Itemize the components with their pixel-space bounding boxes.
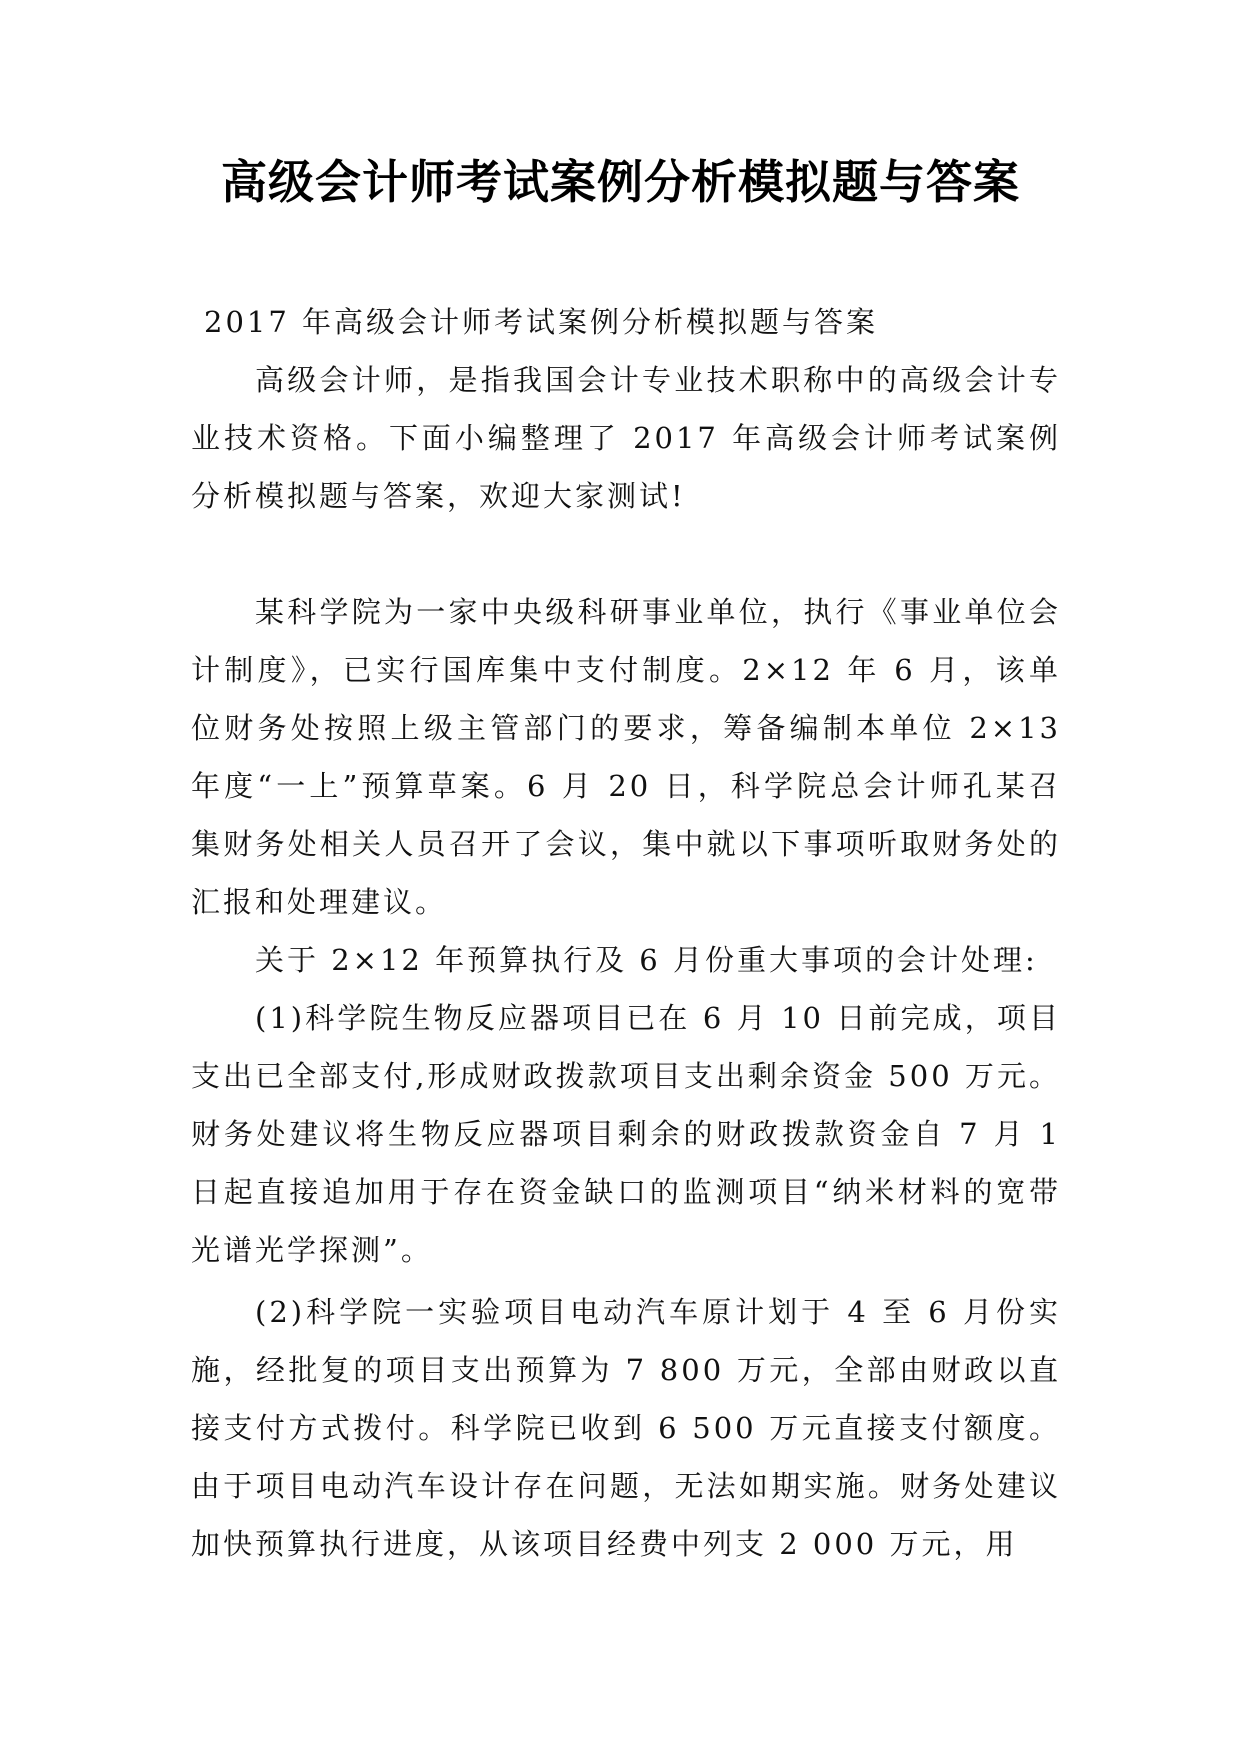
paragraph-case-background: 某科学院为一家中央级科研事业单位，执行《事业单位会计制度》，已实行国库集中支付制度。2×12 年 6 月，该单位财务处按照上级主管部门的要求，筹备编制本单位 2×13 年度“一上”预算草案。6 月 20 日，科学院总会计师孔某召集财务处相关人员召开了会议，集中就以下事项听取财务处的汇报和处理建议。	[191, 595, 1061, 919]
paragraph-spacer	[191, 525, 1061, 583]
document-subtitle: 2017 年高级会计师考试案例分析模拟题与答案	[204, 305, 879, 339]
paragraph-intro: 高级会计师，是指我国会计专业技术职称中的高级会计专业技术资格。下面小编整理了 2017 年高级会计师考试案例分析模拟题与答案，欢迎大家测试!	[191, 363, 1061, 513]
paragraph-section-heading: 关于 2×12 年预算执行及 6 月份重大事项的会计处理:	[255, 943, 1038, 977]
document-title: 高级会计师考试案例分析模拟题与答案	[221, 155, 1020, 209]
document-body	[191, 293, 1061, 1573]
paragraph-item-2: (2)科学院一实验项目电动汽车原计划于 4 至 6 月份实施，经批复的项目支出预算为 7 800 万元，全部由财政以直接支付方式拨付。科学院已收到 6 500 万元直接支付额度。由于项目电动汽车设计存在问题，无法如期实施。财务处建议加快预算执行进度，从该项目经费中列支 2 000 万元，用	[191, 1295, 1061, 1561]
paragraph-item-1: (1)科学院生物反应器项目已在 6 月 10 日前完成，项目支出已全部支付,形成财政拨款项目支出剩余资金 500 万元。财务处建议将生物反应器项目剩余的财政拨款资金自 7 月 1 日起直接追加用于存在资金缺口的监测项目“纳米材料的宽带光谱光学探测”。	[191, 1001, 1061, 1267]
